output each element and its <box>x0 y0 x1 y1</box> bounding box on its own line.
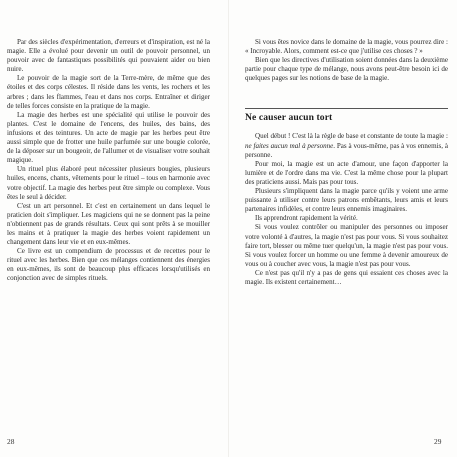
left-paragraph-1: Par des siècles d'expérimentation, d'erreurs et d'inspiration, est né la magie. Elle a évolué pour devenir un outil de pouvoir personnel, un pouvoir avec de fantastiques possibilités qui pouvaient aider ou bien nuire. <box>7 38 210 74</box>
left-paragraph-6: Ce livre est un compendium de processus et de recettes pour le rituel avec les herbes. Bien que ces mélanges contiennent des énergies en eux-mêmes, ils sont de beaucoup plus efficaces lorsqu'utilisés en conjonction avec de simples rituels. <box>7 247 210 283</box>
right-section-paragraph-3: Plusieurs s'impliquent dans la magie parce qu'ils y voient une arme puissante à utiliser contre leurs patrons embêtants, leurs amis et leurs partenaires infidèles, et contre leurs ennemis imaginaires. <box>245 187 448 214</box>
right-section-paragraph-2: Pour moi, la magie est un acte d'amour, une façon d'apporter la lumière et de l'ordre dans ma vie. C'est la même chose pour la plupart des praticiens aussi. Mais pas pour tous. <box>245 159 448 186</box>
book-gutter <box>228 0 229 457</box>
page-number-left: 28 <box>7 437 15 446</box>
right-section-paragraph-1 <box>245 132 448 159</box>
left-paragraph-4: Un rituel plus élaboré peut nécessiter plusieurs bougies, plusieurs huiles, encens, chants, vêtements pour le rituel – tous en harmonie avec votre objectif. La magie des herbes peut être simple ou complexe. Vous êtes le seul à décider. <box>7 165 210 201</box>
paragraph-text-before: Quel début ! C'est là la règle de base et constante de toute la magie : <box>255 132 448 141</box>
right-section-paragraph-5: Si vous voulez contrôler ou manipuler des personnes ou imposer votre volonté à d'autres, la magie n'est pas pour vous. Si vous souhaitez faire tort, blesser ou même tuer quelqu'un, la magie n'est pas pour vous. Si vous voulez forcer un homme ou une femme à devenir amoureux de vous ou à coucher avec vous, la magie n'est pas pour vous. <box>245 223 448 268</box>
right-intro-paragraph-2: Bien que les directives d'utilisation soient données dans la deuxième partie pour chaque type de mélange, nous avons peut-être besoin ici de quelques pages sur les notions de base de la magie. <box>245 56 448 83</box>
emphasized-rule: ne faites aucun mal à personne <box>245 141 334 150</box>
right-page <box>245 38 448 430</box>
left-paragraph-2: Le pouvoir de la magie sort de la Terre-mère, de même que des étoiles et des corps célestes. Il réside dans les vents, les rochers et les arbres ; dans les flammes, l'eau et dans nos corps. Entraîner et diriger de telles forces consiste en la pratique de la magie. <box>7 74 210 110</box>
section-heading-rule <box>245 108 448 109</box>
right-section-paragraph-6: Ce n'est pas qu'il n'y a pas de gens qui essaient ces choses avec la magie. Ils existent certainement… <box>245 268 448 286</box>
left-paragraph-5: C'est un art personnel. Et c'est en certainement un dans lequel le praticien doit s'impliquer. Les magiciens qui ne se donnent pas la peine n'obtiennent pas de grands résultats. Ceux qui sont prêts à se mouiller les mains et à pratiquer la magie des herbes voient rapidement un changement dans leur vie et en eux-mêmes. <box>7 201 210 247</box>
left-paragraph-3: La magie des herbes est une spécialité qui utilise le pouvoir des plantes. C'est le domaine de l'encens, des huiles, des bains, des infusions et des teintures. Un acte de magie par les herbes peut être aussi simple que de frotter une huile parfumée sur une bougie colorée, de la déposer sur un bougeoir, de l'allumer et de visualiser votre souhait magique. <box>7 110 210 165</box>
right-section-paragraph-4: Ils apprendront rapidement la vérité. <box>255 214 358 223</box>
right-intro-paragraph-1: Si vous êtes novice dans le domaine de la magie, vous pourrez dire : « Incroyable. Alors, comment est-ce que j'utilise ces choses ? » <box>245 38 448 56</box>
section-heading: Ne causer aucun tort <box>245 112 333 124</box>
page-number-right: 29 <box>434 437 442 446</box>
left-page <box>7 38 210 430</box>
paragraph-text-after: . Pas à vous-même, pas à vos ennemis, à personne. <box>245 141 448 159</box>
